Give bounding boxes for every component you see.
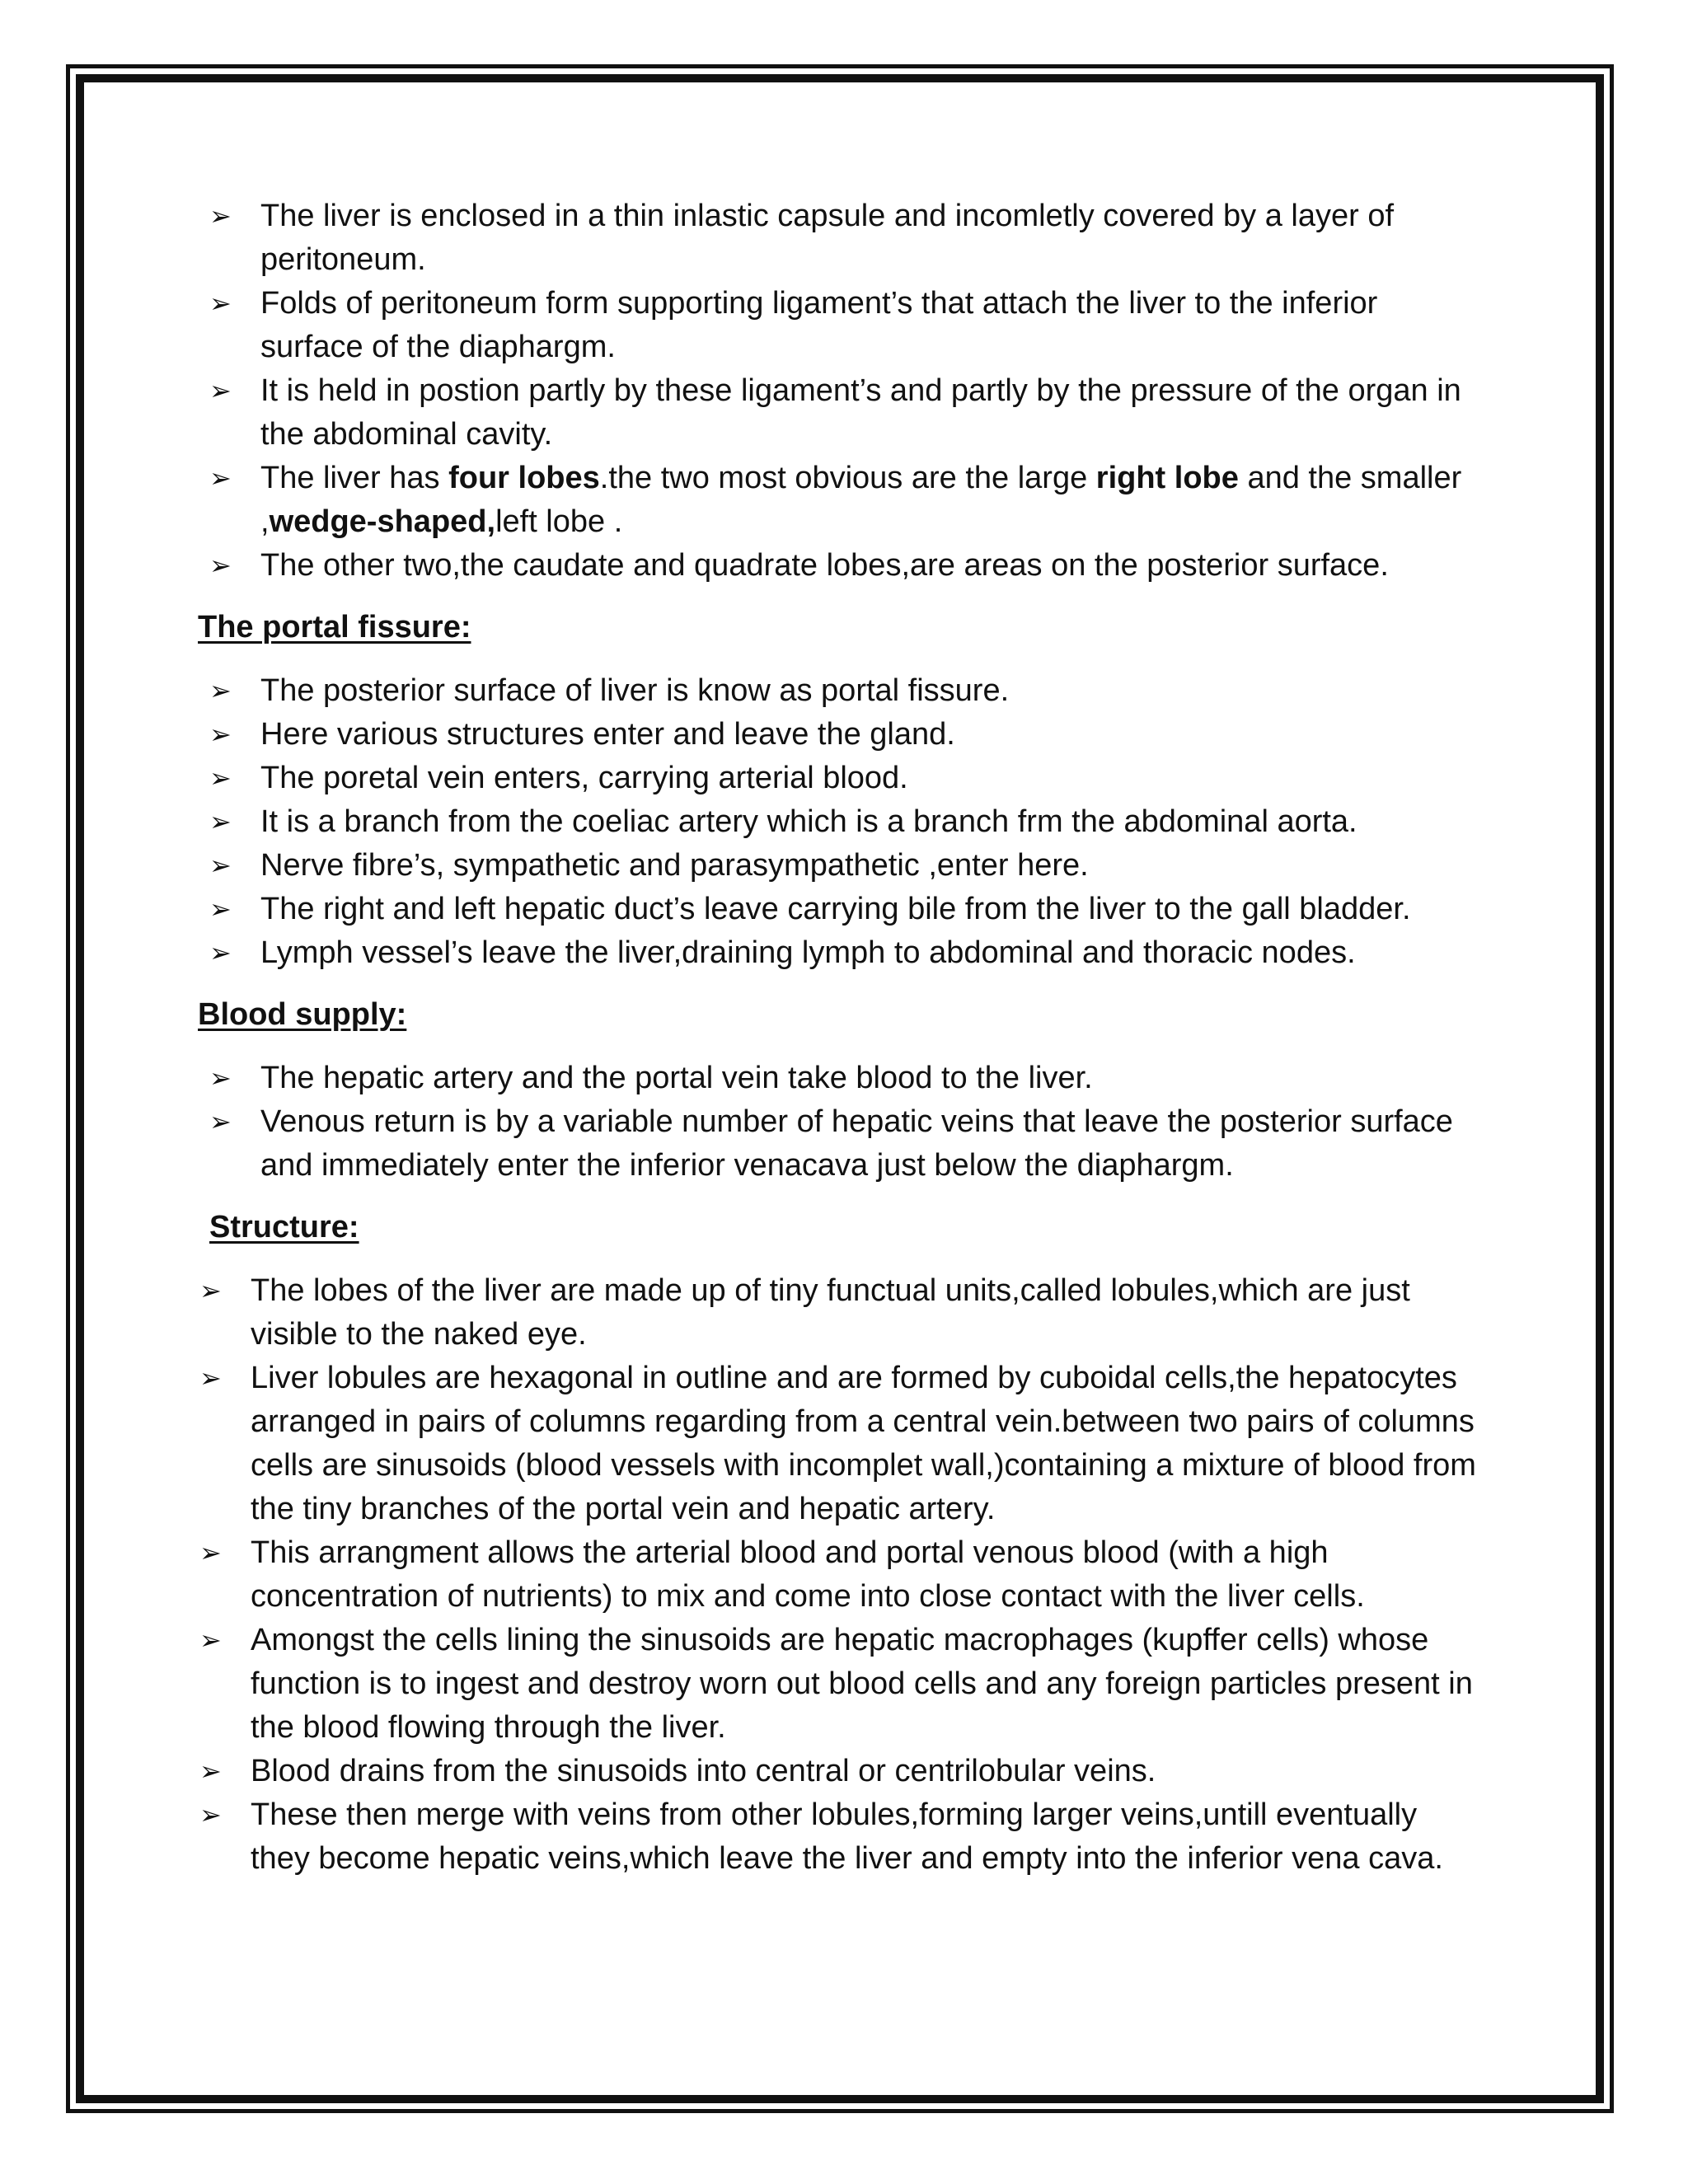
document-body	[198, 194, 1484, 1881]
list-item: ➢ Folds of peritoneum form supporting ligament’s that attach the liver to the inferior surface of the diaphargm.	[198, 282, 1484, 369]
arrow-bullet-icon: ➢	[199, 1275, 222, 1306]
section-heading-blood-supply: Blood supply:	[198, 997, 407, 1032]
list-item: ➢ Nerve fibre’s, sympathetic and parasympathetic ,enter here.	[198, 844, 1484, 888]
list-item: ➢ Blood drains from the sinusoids into central or centrilobular veins.	[198, 1750, 1484, 1793]
list-item: ➢ The right and left hepatic duct’s leave carrying bile from the liver to the gall bladder.	[198, 888, 1484, 931]
arrow-bullet-icon: ➢	[209, 375, 232, 406]
list-item: ➢ Here various structures enter and leave the gland.	[198, 713, 1484, 757]
list-item: ➢ These then merge with veins from other lobules,forming larger veins,untill eventually they become hepatic veins,which leave the liver and empty into the inferior vena cava.	[198, 1793, 1484, 1881]
arrow-bullet-icon: ➢	[209, 850, 232, 881]
arrow-bullet-icon: ➢	[209, 806, 232, 837]
bold-term: wedge-shaped,	[269, 504, 496, 539]
list-item: ➢ The other two,the caudate and quadrate lobes,are areas on the posterior surface.	[198, 544, 1484, 588]
arrow-bullet-icon: ➢	[209, 893, 232, 925]
arrow-bullet-icon: ➢	[209, 719, 232, 750]
list-item-lobes: ➢ The liver has four lobes.the two most obvious are the large right lobe and the smaller ,wedge-shaped,left lobe .	[198, 457, 1484, 544]
bold-term: right lobe	[1095, 461, 1239, 495]
arrow-bullet-icon: ➢	[209, 1106, 232, 1137]
intro-list	[198, 194, 1484, 588]
arrow-bullet-icon: ➢	[209, 937, 232, 968]
list-item: ➢ Venous return is by a variable number of hepatic veins that leave the posterior surface and immediately enter the inferior venacava just below the diaphargm.	[198, 1100, 1484, 1188]
portal-list	[198, 669, 1484, 975]
arrow-bullet-icon: ➢	[199, 1755, 222, 1787]
list-item: ➢ Liver lobules are hexagonal in outline and are formed by cuboidal cells,the hepatocytes arranged in pairs of columns regarding from a central vein.between two pairs of columns cells are sinusoids (blood vessels with incomplet wall,)containing a mixture of blood from the tiny branches of the portal vein and hepatic artery.	[198, 1357, 1484, 1531]
list-item: ➢ This arrangment allows the arterial blood and portal venous blood (with a high concentration of nutrients) to mix and come into close contact with the liver cells.	[198, 1531, 1484, 1619]
list-item: ➢ Lymph vessel’s leave the liver,draining lymph to abdominal and thoracic nodes.	[198, 931, 1484, 975]
list-item: ➢ The posterior surface of liver is know as portal fissure.	[198, 669, 1484, 713]
list-item: ➢ Amongst the cells lining the sinusoids are hepatic macrophages (kupffer cells) whose function is to ingest and destroy worn out blood cells and any foreign particles present in the blood flowing through the liver.	[198, 1619, 1484, 1750]
section-heading-structure: Structure:	[209, 1210, 359, 1244]
arrow-bullet-icon: ➢	[199, 1799, 222, 1830]
section-heading-portal-fissure: The portal fissure:	[198, 610, 471, 644]
blood-list	[198, 1057, 1484, 1188]
arrow-bullet-icon: ➢	[199, 1362, 222, 1394]
arrow-bullet-icon: ➢	[209, 550, 232, 581]
list-item: ➢ The liver is enclosed in a thin inlastic capsule and incomletly covered by a layer of peritoneum.	[198, 194, 1484, 282]
arrow-bullet-icon: ➢	[209, 762, 232, 794]
structure-list	[198, 1269, 1484, 1881]
arrow-bullet-icon: ➢	[209, 462, 232, 494]
list-item: ➢ It is a branch from the coeliac artery which is a branch frm the abdominal aorta.	[198, 800, 1484, 844]
arrow-bullet-icon: ➢	[199, 1537, 222, 1568]
list-item: ➢ The lobes of the liver are made up of tiny functual units,called lobules,which are just visible to the naked eye.	[198, 1269, 1484, 1357]
arrow-bullet-icon: ➢	[209, 200, 232, 232]
list-item: ➢ The hepatic artery and the portal vein take blood to the liver.	[198, 1057, 1484, 1100]
bold-term: four lobes	[448, 461, 600, 495]
list-item: ➢ It is held in postion partly by these ligament’s and partly by the pressure of the organ in the abdominal cavity.	[198, 369, 1484, 457]
arrow-bullet-icon: ➢	[209, 1062, 232, 1094]
arrow-bullet-icon: ➢	[209, 675, 232, 706]
arrow-bullet-icon: ➢	[209, 288, 232, 319]
list-item: ➢ The poretal vein enters, carrying arterial blood.	[198, 757, 1484, 800]
arrow-bullet-icon: ➢	[199, 1624, 222, 1656]
